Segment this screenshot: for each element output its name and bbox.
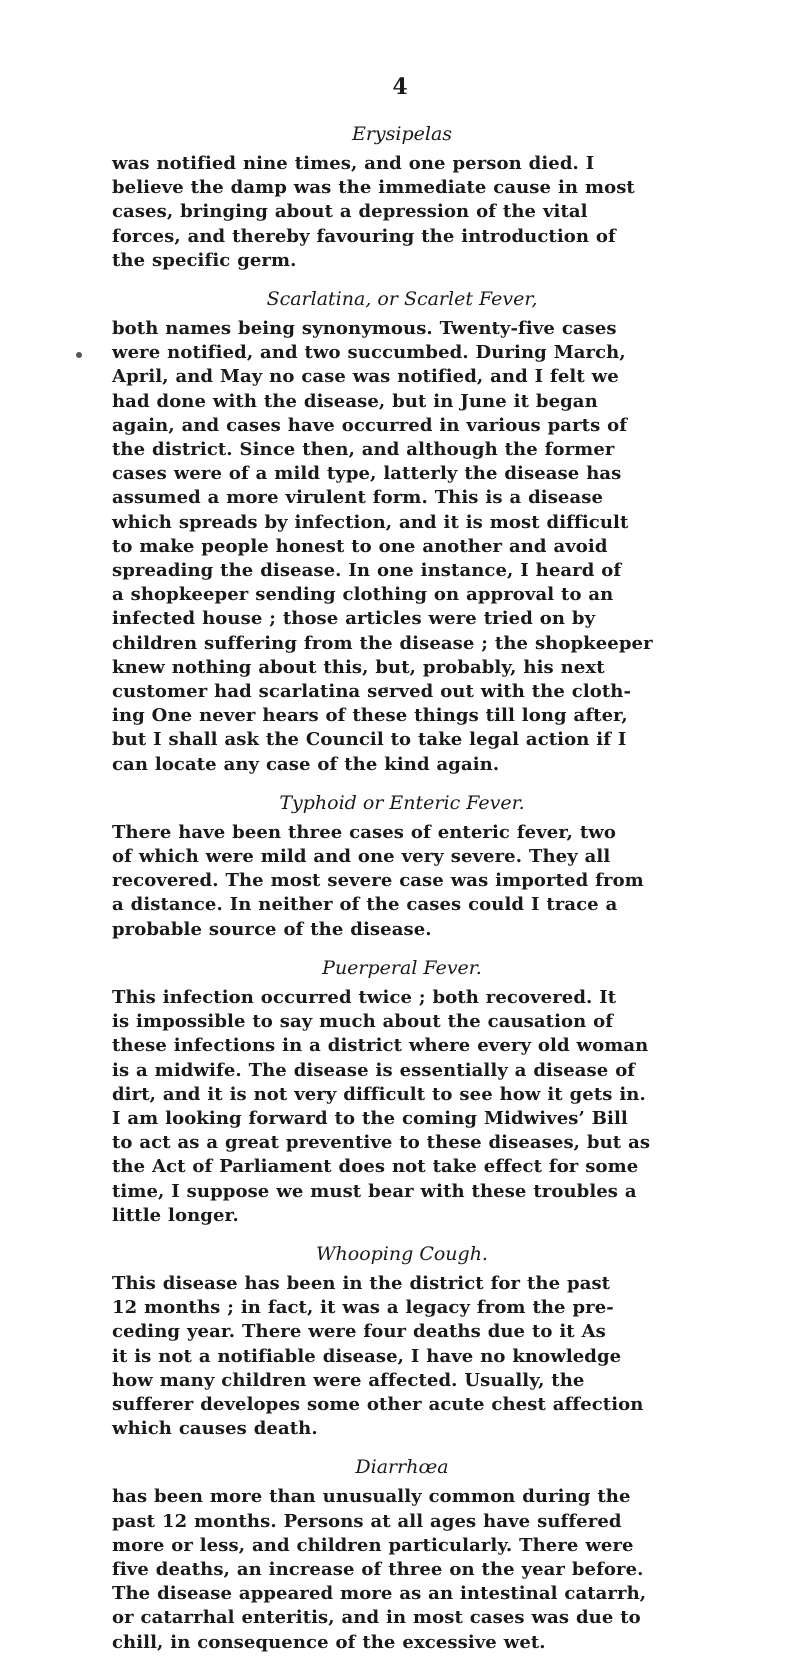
- text-line: was notified nine times, and one person died. I: [112, 153, 595, 174]
- text-line: five deaths, an increase of three on the year before.: [112, 1558, 644, 1580]
- text-line: spreading the disease. In one instance, I heard of: [112, 560, 622, 582]
- section-heading: Scarlatina, or Scarlet Fever,: [266, 288, 538, 311]
- text-line: ceding year. There were four deaths due to it As: [112, 1321, 606, 1343]
- text-line: This infection occurred twice ; both recovered. It: [112, 986, 617, 1008]
- text-line: This disease has been in the district for the past: [112, 1272, 611, 1294]
- section-heading: Puerperal Fever.: [322, 956, 482, 979]
- text-line: but I shall ask the Council to take legal action if I: [112, 729, 627, 751]
- text-line: had done with the disease, but in June it began: [112, 390, 598, 412]
- text-line: a shopkeeper sending clothing on approval to an: [112, 584, 614, 606]
- text-line: April, and May no case was notified, and I felt we: [112, 366, 619, 388]
- section-heading: Erysipelas: [351, 123, 453, 145]
- page-number: 4: [392, 74, 408, 100]
- section-heading: Typhoid or Enteric Fever.: [279, 791, 525, 814]
- text-line: more or less, and children particularly. There were: [112, 1534, 634, 1556]
- text-line: knew nothing about this, but, probably, his next: [112, 656, 605, 678]
- text-line: I am looking forward to the coming Midwives’ Bill: [112, 1107, 628, 1129]
- text-line: which causes death.: [112, 1418, 318, 1440]
- document-body: [112, 120, 692, 1667]
- text-line: again, and cases have occurred in various parts of: [112, 414, 628, 436]
- section-paragraph: [112, 1272, 692, 1441]
- text-line: sufferer developes some other acute chest affection: [112, 1393, 644, 1415]
- text-line: past 12 months. Persons at all ages have suffered: [112, 1510, 622, 1532]
- text-line: infected house ; those articles were tried on by: [112, 608, 596, 630]
- text-line: There have been three cases of enteric fever, two: [112, 821, 616, 843]
- text-line: the Act of Parliament does not take effect for some: [112, 1156, 639, 1178]
- text-line: or catarrhal enteritis, and in most cases was due to: [112, 1607, 641, 1629]
- text-line: cases, bringing about a depression of the vital: [112, 201, 588, 223]
- text-line: how many children were affected. Usually, the: [112, 1369, 585, 1391]
- text-line: customer had scarlatina served out with the cloth-: [112, 681, 632, 703]
- text-line: assumed a more virulent form. This is a disease: [112, 487, 604, 509]
- text-line: cases were of a mild type, latterly the disease has: [112, 463, 622, 485]
- text-line: is impossible to say much about the causation of: [112, 1011, 614, 1033]
- text-line: a distance. In neither of the cases could I trace a: [112, 894, 618, 916]
- text-line: the district. Since then, and although the former: [112, 439, 615, 461]
- text-line: to act as a great preventive to these diseases, but as: [112, 1132, 651, 1154]
- text-line: recovered. The most severe case was imported from: [112, 870, 644, 892]
- text-line: both names being synonymous. Twenty-five cases: [112, 318, 617, 340]
- text-line: the specific germ.: [112, 249, 297, 271]
- section-heading: Diarrhœa: [355, 1456, 449, 1479]
- text-line: time, I suppose we must bear with these troubles a: [112, 1180, 637, 1202]
- text-line: of which were mild and one very severe. They all: [112, 846, 611, 868]
- text-line: can locate any case of the kind again.: [112, 753, 500, 775]
- text-line: dirt, and it is not very difficult to see how it gets in.: [112, 1083, 646, 1105]
- text-line: forces, and thereby favouring the introduction of: [112, 225, 616, 247]
- text-line: little longer.: [112, 1204, 239, 1226]
- section-paragraph: [112, 1485, 692, 1654]
- text-line: children suffering from the disease ; the shopkeeper: [112, 632, 653, 654]
- text-line: has been more than unusually common during the: [112, 1486, 631, 1508]
- text-line: is a midwife. The disease is essentially a disease of: [112, 1059, 636, 1081]
- section-paragraph: [112, 821, 692, 942]
- margin-mark: [76, 352, 82, 358]
- section-paragraph: [112, 152, 692, 273]
- text-line: these infections in a district where every old woman: [112, 1035, 649, 1057]
- text-line: chill, in consequence of the excessive wet.: [112, 1631, 546, 1653]
- text-line: it is not a notifiable disease, I have no knowledge: [112, 1345, 622, 1367]
- section-paragraph: [112, 317, 692, 777]
- text-line: believe the damp was the immediate cause in most: [112, 177, 635, 199]
- section-paragraph: [112, 986, 692, 1228]
- text-line: ing One never hears of these things till long after,: [112, 705, 628, 727]
- text-line: which spreads by infection, and it is most difficult: [112, 511, 629, 533]
- text-line: The disease appeared more as an intestinal catarrh,: [112, 1583, 647, 1605]
- text-line: probable source of the disease.: [112, 918, 432, 940]
- text-line: were notified, and two succumbed. During March,: [112, 342, 626, 364]
- section-heading: Whooping Cough.: [316, 1242, 488, 1265]
- text-line: 12 months ; in fact, it was a legacy from the pre-: [112, 1297, 614, 1319]
- text-line: to make people honest to one another and avoid: [112, 535, 608, 557]
